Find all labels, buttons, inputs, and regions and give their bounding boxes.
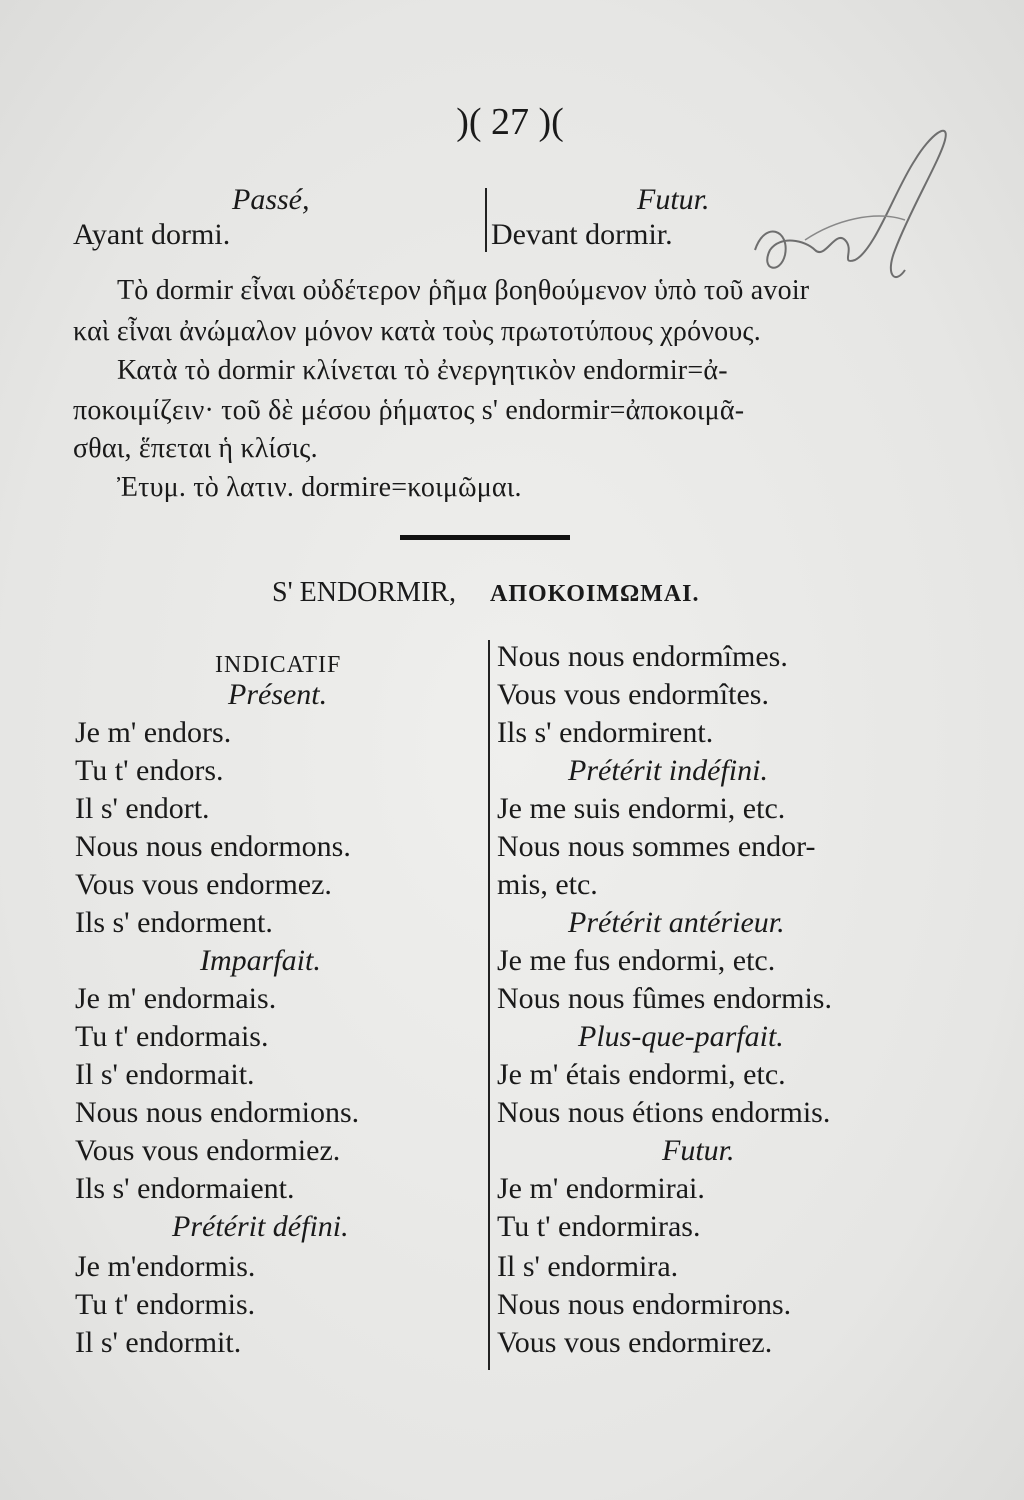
- mood-label: INDICATIF: [215, 652, 342, 678]
- preterit-defini-label: Prétérit défini.: [172, 1210, 349, 1243]
- imparfait-line-4: Nous nous endormions.: [75, 1096, 360, 1129]
- right-line-1: Nous nous endormîmes.: [497, 640, 788, 673]
- greek-line-5: σθαι, ἕπεται ἡ κλίσις.: [73, 433, 318, 464]
- page-number: )( 27 )(: [456, 101, 564, 143]
- imparfait-label: Imparfait.: [200, 944, 321, 977]
- futur-line-1: Je m' endormirai.: [497, 1172, 705, 1205]
- greek-line-2: καὶ εἶναι ἀνώμαλον μόνον κατὰ τοὺς πρωτοτύπους χρόνους.: [73, 316, 761, 347]
- plus-que-parfait-line-1: Je m' étais endormi, etc.: [497, 1058, 786, 1091]
- present-line-5: Vous vous endormez.: [75, 868, 332, 901]
- plus-que-parfait-label: Plus-que-parfait.: [578, 1020, 784, 1053]
- section-rule: [400, 535, 570, 540]
- futur-form-top: Devant dormir.: [491, 218, 673, 251]
- present-line-3: Il s' endort.: [75, 792, 210, 825]
- passe-form: Ayant dormi.: [73, 218, 231, 251]
- right-line-3: Ils s' endormirent.: [497, 716, 714, 749]
- greek-line-4: ποκοιμίζειν· τοῦ δὲ μέσου ῥήματος s' endormir=ἀποκοιμᾶ-: [73, 395, 745, 426]
- futur-label: Futur.: [662, 1134, 735, 1167]
- right-line-2: Vous vous endormîtes.: [497, 678, 769, 711]
- preterit-defini-line-2: Tu t' endormis.: [75, 1288, 256, 1321]
- futur-line-5: Vous vous endormirez.: [497, 1326, 773, 1359]
- preterit-anterieur-line-1: Je me fus endormi, etc.: [497, 944, 776, 977]
- heading-french: S' ENDORMIR,: [272, 577, 456, 608]
- present-label: Présent.: [228, 678, 328, 711]
- plus-que-parfait-line-2: Nous nous étions endormis.: [497, 1096, 831, 1129]
- preterit-indefini-line-1: Je me suis endormi, etc.: [497, 792, 786, 825]
- greek-line-3: Κατὰ τὸ dormir κλίνεται τὸ ἐνεργητικὸν endormir=ἀ-: [117, 355, 728, 386]
- present-line-2: Tu t' endors.: [75, 754, 224, 787]
- futur-line-4: Nous nous endormirons.: [497, 1288, 792, 1321]
- imparfait-line-5: Vous vous endormiez.: [75, 1134, 341, 1167]
- present-line-6: Ils s' endorment.: [75, 906, 273, 939]
- preterit-anterieur-label: Prétérit antérieur.: [568, 906, 785, 939]
- handwritten-signature-icon: [745, 100, 965, 300]
- preterit-indefini-label: Prétérit indéfini.: [568, 754, 768, 787]
- imparfait-line-1: Je m' endormais.: [75, 982, 277, 1015]
- passe-label: Passé,: [232, 183, 310, 216]
- preterit-defini-line-1: Je m'endormis.: [75, 1250, 256, 1283]
- futur-line-3: Il s' endormira.: [497, 1250, 679, 1283]
- futur-label-top: Futur.: [637, 183, 710, 216]
- greek-line-1: Τὸ dormir εἶναι οὐδέτερον ῥῆμα βοηθούμενον ὑπὸ τοῦ avoir: [117, 275, 810, 306]
- top-column-divider: [485, 188, 487, 252]
- imparfait-line-6: Ils s' endormaient.: [75, 1172, 295, 1205]
- preterit-anterieur-line-2: Nous nous fûmes endormis.: [497, 982, 832, 1015]
- column-divider: [488, 640, 490, 1370]
- preterit-defini-line-3: Il s' endormit.: [75, 1326, 242, 1359]
- preterit-indefini-line-3: mis, etc.: [497, 868, 598, 901]
- present-line-1: Je m' endors.: [75, 716, 232, 749]
- imparfait-line-3: Il s' endormait.: [75, 1058, 255, 1091]
- futur-line-2: Tu t' endormiras.: [497, 1210, 701, 1243]
- greek-line-6: Ἐτυμ. τὸ λατιν. dormire=κοιμῶμαι.: [117, 472, 522, 503]
- preterit-indefini-line-2: Nous nous sommes endor-: [497, 830, 816, 863]
- imparfait-line-2: Tu t' endormais.: [75, 1020, 269, 1053]
- present-line-4: Nous nous endormons.: [75, 830, 351, 863]
- heading-greek: ΑΠΟΚΟΙΜΩΜΑΙ.: [490, 581, 700, 607]
